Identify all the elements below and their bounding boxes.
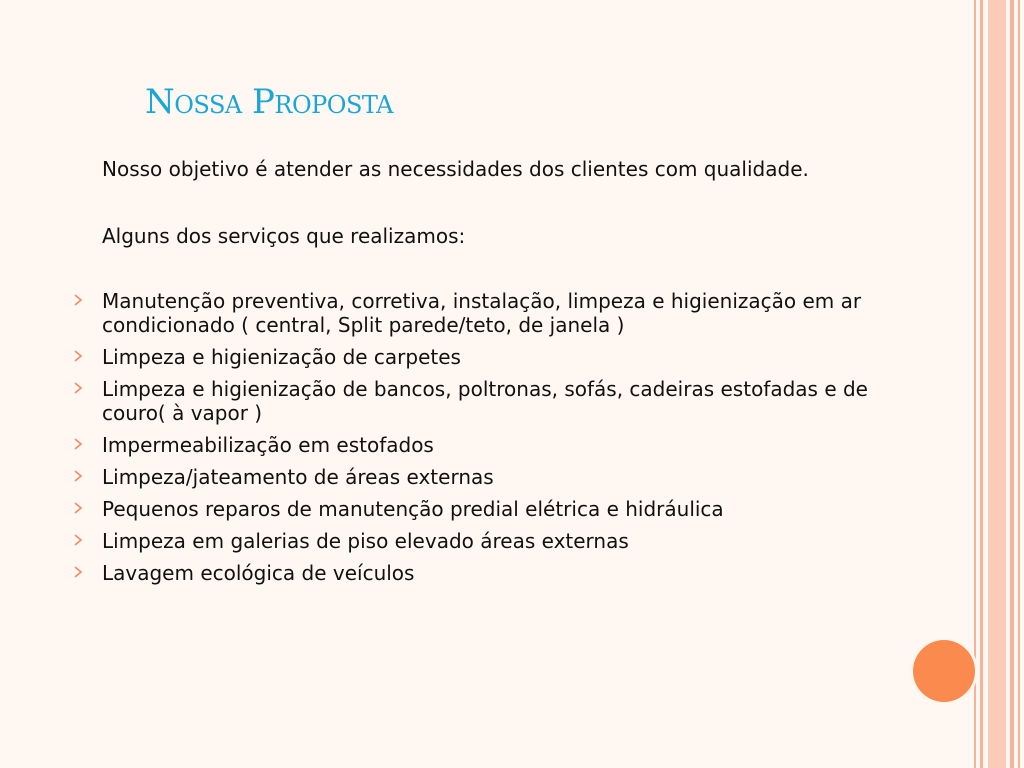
- stripe: [1010, 0, 1014, 768]
- service-text: Impermeabilização em estofados: [102, 433, 434, 457]
- list-item: [72, 561, 922, 585]
- list-item: [72, 345, 922, 369]
- slide-title: Nossa Proposta: [145, 82, 393, 122]
- chevron-right-icon: [72, 566, 84, 578]
- chevron-right-icon: [72, 438, 84, 450]
- list-item: [72, 497, 922, 521]
- chevron-right-icon: [72, 534, 84, 546]
- chevron-right-icon: [72, 382, 84, 394]
- list-item: [72, 289, 922, 337]
- list-item: [72, 433, 922, 457]
- list-item: [72, 529, 922, 553]
- decorative-stripes: [974, 0, 1024, 768]
- stripe: [974, 0, 976, 768]
- stripe: [988, 0, 1006, 768]
- chevron-right-icon: [72, 350, 84, 362]
- service-text: Limpeza/jateamento de áreas externas: [102, 465, 494, 489]
- stripe: [1018, 0, 1020, 768]
- list-item: [72, 465, 922, 489]
- list-item: [72, 377, 922, 425]
- intro-services-lead: Alguns dos serviços que realizamos:: [102, 224, 466, 248]
- service-text: Limpeza e higienização de carpetes: [102, 345, 461, 369]
- chevron-right-icon: [72, 294, 84, 306]
- services-list: [72, 289, 922, 593]
- stripe: [980, 0, 983, 768]
- service-text: Pequenos reparos de manutenção predial elétrica e hidráulica: [102, 497, 724, 521]
- intro-objective: Nosso objetivo é atender as necessidades dos clientes com qualidade.: [102, 157, 809, 181]
- service-text: Limpeza em galerias de piso elevado áreas externas: [102, 529, 629, 553]
- chevron-right-icon: [72, 502, 84, 514]
- service-text: Lavagem ecológica de veículos: [102, 561, 415, 585]
- service-text: Limpeza e higienização de bancos, poltronas, sofás, cadeiras estofadas e de couro( à vapor ): [102, 377, 868, 425]
- service-text: Manutenção preventiva, corretiva, instalação, limpeza e higienização em ar condicionado ( central, Split parede/teto, de janela ): [102, 289, 862, 337]
- accent-circle: [913, 640, 975, 702]
- chevron-right-icon: [72, 470, 84, 482]
